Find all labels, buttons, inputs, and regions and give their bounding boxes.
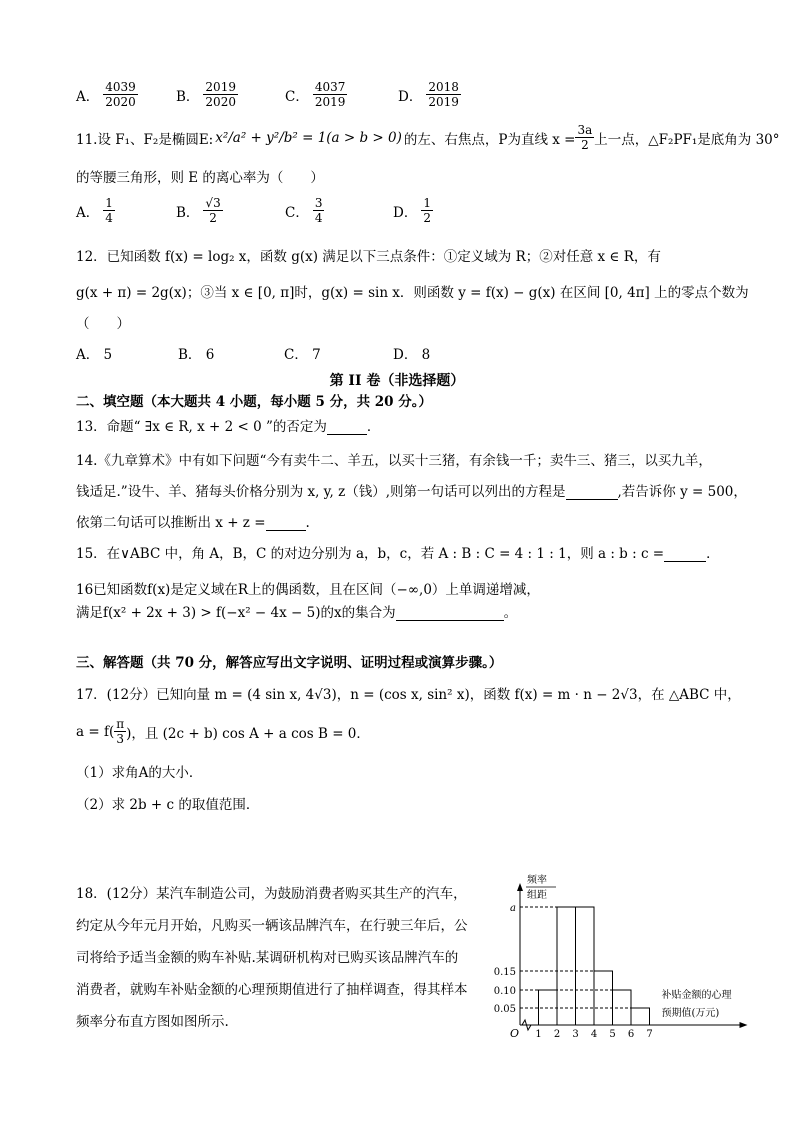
histogram-bar [631, 1008, 650, 1025]
answer-section-header: 三、解答题（共 70 分，解答应写出文字说明、证明过程或演算步骤。） [76, 655, 503, 671]
q12-option-c[interactable]: C． 7 [284, 347, 321, 363]
x-label-line1: 补贴金额的心理 [661, 990, 732, 1001]
q15-blank[interactable] [664, 547, 706, 562]
q17-fraction: $\frac{\pi}{3}$ [116, 717, 125, 746]
q12-line1: 12．已知函数 f(x) = log₂ x，函数 g(x) 满足以下三点条件：①定义域为 R；②对任意 x ∈ R，有 [76, 249, 661, 265]
q11-ellipse: x²/a² + y²/b² = 1(a > b > 0) [215, 129, 402, 146]
fill-section-header: 二、填空题（本大题共 4 小题，每小题 5 分，共 20 分。） [76, 394, 433, 410]
q15 [76, 542, 720, 562]
q16-line1: 16已知函数f(x)是定义域在R上的偶函数，且在区间（−∞,0）上单调递增减， [76, 582, 540, 598]
q12-option-a[interactable]: A． 5 [76, 347, 113, 363]
x-tick-label: 4 [590, 1029, 598, 1040]
q11-option-b[interactable] [176, 196, 223, 225]
q11-line1 [76, 123, 780, 152]
option-fraction: $\frac{4037}{2019}$ [314, 80, 346, 109]
x-label-line2: 预期值(万元) [661, 1008, 720, 1019]
frequency-histogram [490, 870, 750, 1040]
q18-line: 频率分布直方图如图所示. [76, 1014, 229, 1030]
q10-option-c[interactable] [285, 80, 347, 109]
option-letter: B． [176, 88, 200, 105]
option-fraction: $\frac{2019}{2020}$ [205, 80, 236, 109]
q13 [76, 415, 380, 435]
option-fraction: $\frac{√3}{2}$ [205, 196, 221, 225]
q16-line2 [76, 601, 517, 621]
q18-line: 18．(12分）某汽车制造公司，为鼓励消费者购买其生产的汽车， [76, 886, 467, 902]
x-tick-label: 3 [572, 1029, 579, 1040]
q13-blank[interactable] [327, 420, 367, 435]
option-letter: B． [176, 204, 200, 221]
q11-option-d[interactable] [393, 196, 433, 225]
q14-line2 [76, 480, 747, 500]
q17-sub1: （1）求角A的大小． [76, 765, 203, 781]
x-tick-label: 5 [609, 1029, 616, 1040]
q18-line: 约定从今年元月开始，凡购买一辆该品牌汽车，在行驶三年后，公 [76, 918, 468, 934]
q12-option-d[interactable]: D． 8 [393, 347, 431, 363]
q11-x-fraction: $\frac{3a}{2}$ [577, 123, 593, 152]
q18-line: 消费者，就购车补贴金额的心理预期值进行了抽样调查，得其样本 [76, 982, 468, 998]
q14-line2-post: ,若告诉你 y = 500， [617, 484, 747, 500]
option-letter: C． [285, 204, 309, 221]
option-fraction: $\frac{1}{4}$ [105, 196, 113, 225]
q12-line2: g(x + π) = 2g(x)；③当 x ∈ [0, π]时，g(x) = sin x．则函数 y = f(x) − g(x) 在区间 [0, 4π] 上的零点个数为 [76, 285, 749, 301]
q11-line2: 的等腰三角形，则 E 的离心率为（ ） [76, 170, 324, 186]
option-fraction: $\frac{4039}{2020}$ [105, 80, 136, 109]
q14-line1: 14.《九章算术》中有如下问题“今有卖牛二、羊五，以买十三猪，有余钱一千；卖牛三、猪三，以买九羊， [76, 453, 712, 469]
y-label-top: 频率 [527, 875, 547, 886]
option-fraction: $\frac{2018}{2019}$ [428, 80, 459, 109]
q12-option-b[interactable]: B． 6 [178, 347, 215, 363]
origin-label: O [510, 1027, 520, 1040]
q13-post: ． [366, 419, 381, 435]
q11-mid: 的左、右焦点，P为直线 x = [403, 131, 576, 148]
q14-line2-text: 钱适足.”设牛、羊、猪每头价格分别为 x, y, z（钱）,则第一句话可以列出的方程是 [76, 484, 566, 500]
q11-post: 上一点，△F₂PF₁是底角为 30° [594, 131, 780, 148]
y-axis-arrow [517, 883, 523, 891]
y-tick-label: 0.05 [493, 1004, 516, 1015]
y-tick-label: 0.10 [493, 986, 516, 997]
y-label-bottom: 组距 [527, 890, 547, 901]
x-tick-label: 7 [646, 1029, 653, 1040]
q10-option-b[interactable] [176, 80, 238, 109]
q16-blank[interactable] [396, 606, 504, 621]
q18-line: 司将给予适当金额的购车补贴.某调研机构对已购买该品牌汽车的 [76, 950, 459, 966]
histogram-bar [576, 907, 595, 1025]
q17-line2-post: )，且 (2c + b) cos A + a cos B = 0． [126, 725, 370, 742]
q11-option-a[interactable] [76, 196, 115, 225]
q15-text: 15．在∨ABC 中，角 A，B，C 的对边分别为 a，b，c，若 A : B : C = 4 : 1 : 1，则 a : b : c = [76, 546, 665, 562]
q11-prefix: 11.设 F₁、F₂是椭圆E: [76, 131, 214, 148]
histogram-bar [594, 971, 613, 1025]
q12-line3: （ ） [76, 316, 130, 332]
q14-line3 [76, 511, 310, 531]
histogram-bar [557, 907, 576, 1025]
q11-option-c[interactable] [285, 196, 324, 225]
q10-option-d[interactable] [398, 80, 461, 109]
option-fraction: $\frac{1}{2}$ [423, 196, 431, 225]
q17-line2 [76, 717, 370, 746]
x-axis-arrow [740, 1022, 748, 1028]
q14-blank-1[interactable] [566, 485, 618, 500]
x-tick-label: 6 [627, 1029, 635, 1040]
option-letter: A． [76, 88, 100, 105]
q10-option-a[interactable] [76, 80, 138, 109]
q15-post: ． [706, 546, 720, 562]
q14-line3-text: 依第二句话可以推断出 x + z = [76, 515, 266, 531]
q13-text: 13．命题“ ∃x ∈ R, x + 2 < 0 ”的否定为 [76, 419, 327, 435]
part2-title: 第 II 卷（非选择题） [329, 373, 465, 389]
q16-line2-text: 满足f(x² + 2x + 3) > f(−x² − 4x − 5)的x的集合为 [76, 605, 396, 621]
q17-line1: 17．(12分）已知向量 m = (4 sin x, 4√3)，n = (cos x, sin² x)，函数 f(x) = m · n − 2√3，在 △ABC 中， [76, 687, 741, 703]
option-fraction: $\frac{3}{4}$ [314, 196, 323, 225]
x-tick-label: 1 [535, 1029, 542, 1040]
y-tick-label: a [510, 903, 516, 914]
option-letter: D． [393, 204, 418, 221]
q17-sub2: （2）求 2b + c 的取值范围． [76, 797, 260, 813]
option-letter: A． [76, 204, 100, 221]
q14-blank-2[interactable] [266, 516, 306, 531]
q16-post: 。 [503, 605, 518, 621]
x-tick-label: 2 [553, 1029, 561, 1040]
q14-line3-post: . [305, 515, 310, 531]
option-letter: C． [285, 88, 309, 105]
y-tick-label: 0.15 [493, 967, 516, 978]
q17-line2-pre: a = f( [76, 723, 115, 740]
option-letter: D． [398, 88, 423, 105]
